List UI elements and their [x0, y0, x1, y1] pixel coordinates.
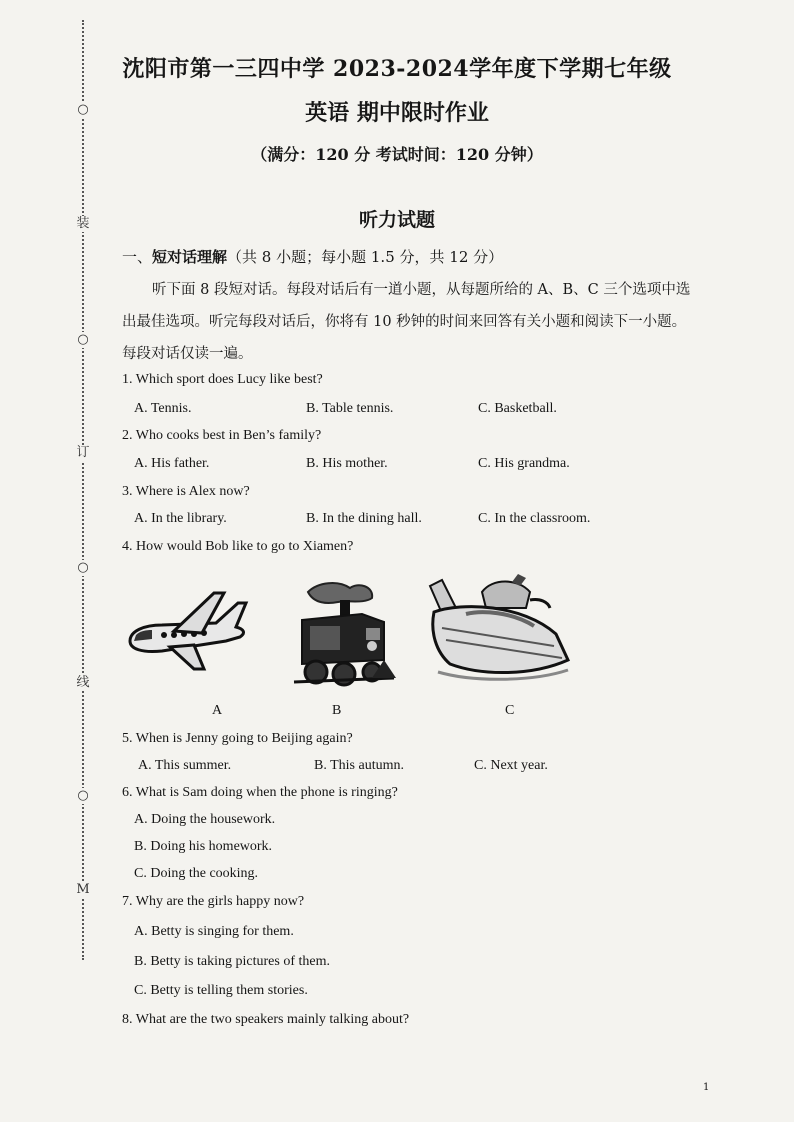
question-2-option-b: B. His mother. — [306, 456, 388, 471]
question-2-option-a: A. His father. — [134, 456, 210, 471]
question-7-option-c: C. Betty is telling them stories. — [134, 983, 308, 998]
binding-mark: ○ — [72, 102, 94, 118]
airplane-icon — [122, 585, 250, 675]
question-4-picture-c-label: C — [505, 703, 515, 718]
question-1-option-c: C. Basketball. — [478, 401, 557, 416]
part-instructions: 听下面 8 段短对话。每段对话后有一道小题，从每题所给的 A、B、C 三个选项中选出最佳选项。听完每段对话后，你将有 10 秒钟的时间来回答有关小题和阅读下一小题。每段对话仅读一遍。 — [122, 282, 691, 362]
question-5-stem: 5. When is Jenny going to Beijing again? — [122, 731, 353, 746]
question-2-stem: 2. Who cooks best in Ben’s family? — [122, 428, 322, 443]
listening-section-title: 听力试题 — [358, 209, 435, 231]
question-1-option-b: B. Table tennis. — [306, 401, 394, 416]
question-5-option-c: C. Next year. — [474, 758, 548, 773]
question-8-stem: 8. What are the two speakers mainly talking about? — [122, 1012, 410, 1027]
question-5-option-b: B. This autumn. — [314, 758, 404, 773]
binding-mark: ○ — [72, 788, 94, 804]
subject-title: 英语 期中限时作业 — [305, 100, 489, 126]
question-4-picture-a-label: A — [212, 703, 223, 718]
question-2-option-c: C. His grandma. — [478, 456, 570, 471]
binding-mark: M — [72, 882, 94, 898]
question-3-option-b: B. In the dining hall. — [306, 511, 422, 526]
question-7-option-a: A. Betty is singing for them. — [134, 924, 294, 939]
binding-mark: 装 — [72, 216, 94, 232]
binding-mark: ○ — [72, 560, 94, 576]
question-4-picture-b-label: B — [332, 703, 342, 718]
part-heading — [122, 246, 503, 267]
score-time-line: （满分：120 分 考试时间：120 分钟） — [251, 145, 543, 164]
ship-icon — [422, 572, 572, 684]
question-1-option-a: A. Tennis. — [134, 401, 192, 416]
part-name: 短对话理解 — [152, 248, 228, 266]
question-3-option-c: C. In the classroom. — [478, 511, 591, 526]
question-6-stem: 6. What is Sam doing when the phone is ringing? — [122, 785, 398, 800]
page-number: 1 — [703, 1082, 710, 1093]
question-7-option-b: B. Betty is taking pictures of them. — [134, 954, 330, 969]
question-1-stem: 1. Which sport does Lucy like best? — [122, 372, 323, 387]
question-7-stem: 7. Why are the girls happy now? — [122, 894, 305, 909]
question-6-option-a: A. Doing the housework. — [134, 812, 276, 827]
train-icon — [288, 578, 400, 690]
binding-mark: 订 — [72, 445, 94, 461]
binding-mark: 线 — [72, 675, 94, 691]
part-detail: （共 8 小题；每小题 1.5 分，共 12 分） — [227, 248, 504, 266]
question-6-option-c: C. Doing the cooking. — [134, 866, 259, 881]
question-3-stem: 3. Where is Alex now? — [122, 484, 250, 499]
part-number: 一、 — [122, 248, 153, 266]
question-6-option-b: B. Doing his homework. — [134, 839, 273, 854]
school-title: 沈阳市第一三四中学 2023-2024学年度下学期七年级 — [122, 56, 672, 82]
question-5-option-a: A. This summer. — [138, 758, 232, 773]
question-3-option-a: A. In the library. — [134, 511, 227, 526]
binding-mark: ○ — [72, 332, 94, 348]
question-4-stem: 4. How would Bob like to go to Xiamen? — [122, 539, 354, 554]
